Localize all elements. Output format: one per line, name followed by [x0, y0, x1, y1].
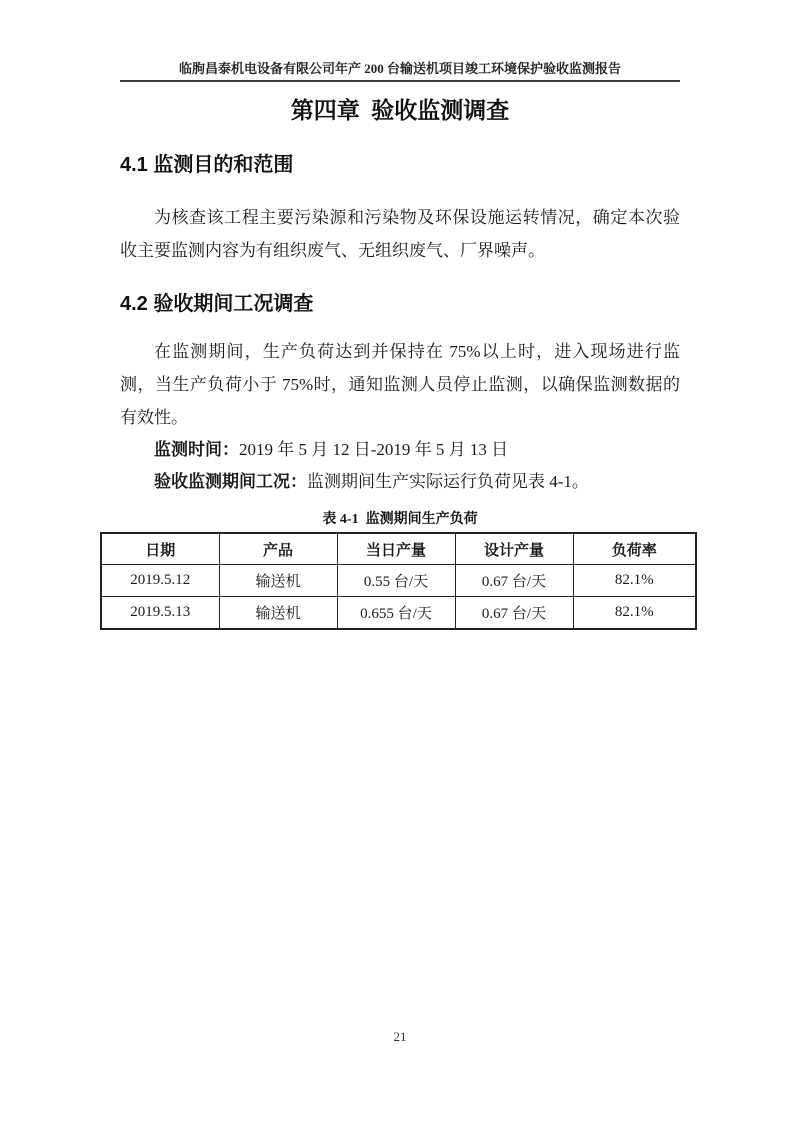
table-caption: 表 4-1 监测期间生产负荷	[322, 512, 478, 527]
col-header-load-rate: 负荷率	[573, 533, 696, 565]
section-4-1-paragraph: 为核查该工程主要污染源和污染物及环保设施运转情况，确定本次验收主要监测内容为有组织废气、无组织废气、厂界噪声。	[120, 208, 680, 260]
cell-design-output: 0.67 台/天	[455, 597, 573, 630]
section-4-2-paragraph: 在监测期间，生产负荷达到并保持在 75%以上时，进入现场进行监测，当生产负荷小于 75%时，通知监测人员停止监测，以确保监测数据的有效性。	[120, 342, 680, 427]
cell-product: 输送机	[219, 565, 337, 597]
col-header-design-output: 设计产量	[455, 533, 573, 565]
table-row	[101, 597, 696, 630]
monitor-time-value: 2019 年 5 月 12 日-2019 年 5 月 13 日	[239, 440, 509, 459]
work-condition-label: 验收监测期间工况：	[154, 472, 307, 491]
chapter-title: 第四章 验收监测调查	[290, 98, 510, 123]
table-header-row	[101, 533, 696, 565]
section-4-2-heading: 4.2 验收期间工况调查	[120, 293, 314, 315]
header-rule	[120, 80, 680, 82]
cell-product: 输送机	[219, 597, 337, 630]
production-load-table	[100, 532, 697, 630]
cell-date: 2019.5.12	[101, 565, 219, 597]
table-row	[101, 565, 696, 597]
page-number: 21	[393, 1029, 407, 1044]
cell-date: 2019.5.13	[101, 597, 219, 630]
cell-load-rate: 82.1%	[573, 597, 696, 630]
col-header-date: 日期	[101, 533, 219, 565]
cell-design-output: 0.67 台/天	[455, 565, 573, 597]
cell-daily-output: 0.55 台/天	[337, 565, 455, 597]
monitor-time-label: 监测时间：	[154, 440, 239, 459]
page-header	[0, 0, 800, 82]
work-condition-value: 监测期间生产实际运行负荷见表 4-1。	[307, 472, 589, 491]
monitor-time-line	[120, 434, 680, 466]
cell-load-rate: 82.1%	[573, 565, 696, 597]
col-header-daily-output: 当日产量	[337, 533, 455, 565]
section-4-1-heading: 4.1 监测目的和范围	[120, 154, 294, 176]
col-header-product: 产品	[219, 533, 337, 565]
work-condition-line	[120, 466, 680, 498]
cell-daily-output: 0.655 台/天	[337, 597, 455, 630]
running-header-title: 临朐昌泰机电设备有限公司年产 200 台输送机项目竣工环境保护验收监测报告	[178, 61, 621, 76]
